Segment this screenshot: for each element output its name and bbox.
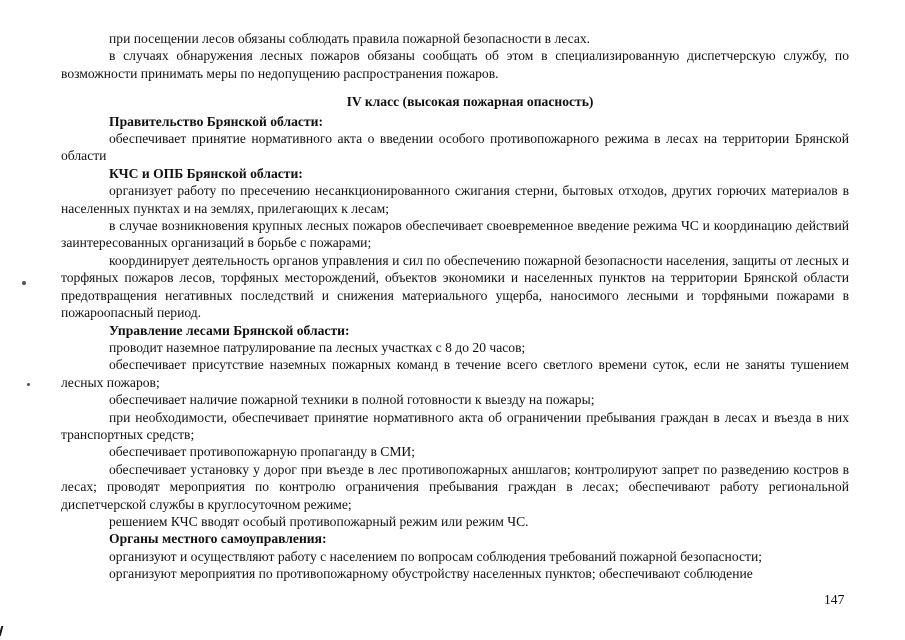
paragraph: при посещении лесов обязаны соблюдать правила пожарной безопасности в лесах. bbox=[109, 31, 591, 46]
section-heading: Органы местного самоуправления: bbox=[109, 531, 327, 547]
paragraph: обеспечивает наличие пожарной техники в полной готовности к выезду на пожары; bbox=[109, 392, 595, 408]
paragraph: в случаях обнаружения лесных пожаров обязаны сообщать об этом в специализированную диспетчерскую службу, по возможности принимать меры по недопущению распространения пожаров. bbox=[61, 48, 849, 81]
section-heading: Управление лесами Брянской области: bbox=[109, 322, 350, 338]
paragraph: организует работу по пресечению несанкционированного сжигания стерни, бытовых отходов, других горючих материалов в населенных пунктах и на землях, прилегающих к лесам; bbox=[61, 183, 849, 216]
paragraph: обеспечивает установку у дорог при въезде в лес противопожарных аншлагов; контролируют запрет по разведению костров в лесах; проводят мероприятия по контролю ограничения пребывания граждан в лесах; обеспечивают работу региональной диспетчерской службы в круглосуточном режиме; bbox=[61, 461, 849, 512]
scan-speck bbox=[27, 383, 30, 386]
paragraph: обеспечивает противопожарную пропаганду в СМИ; bbox=[109, 444, 416, 460]
section-title: IV класс (высокая пожарная опасность) bbox=[346, 94, 594, 110]
paragraph: проводит наземное патрулирование па лесных участках с 8 до 20 часов; bbox=[109, 339, 526, 355]
page-number: 147 bbox=[824, 592, 845, 607]
scan-speck bbox=[22, 281, 26, 285]
scan-margin-mark bbox=[0, 626, 10, 636]
paragraph: при необходимости, обеспечивает принятие нормативного акта об ограничении пребывания граждан в лесах и въезда в них транспортных средств; bbox=[61, 409, 849, 442]
paragraph: организуют мероприятия по противопожарному обустройству населенных пунктов; обеспечивают соблюдение bbox=[109, 566, 753, 582]
paragraph: в случае возникновения крупных лесных пожаров обеспечивает своевременное введение режима ЧС и координацию действий заинтересованных организаций в борьбе с пожарами; bbox=[61, 218, 849, 251]
paragraph: решением КЧС вводят особый противопожарный режим или режим ЧС. bbox=[109, 513, 529, 529]
paragraph: координирует деятельность органов управления и сил по обеспечению пожарной безопасности населения, защиты от лесных и торфяных пожаров лесов, торфяных месторождений, объектов экономики и населенных пунктов на территории Брянской области предотвращения негативных последствий и снижения материального ущерба, наносимого лесными и торфяными пожарами в пожароопасный период. bbox=[61, 252, 849, 321]
paragraph: обеспечивает присутствие наземных пожарных команд в течение всего светлого времени суток, если не заняты тушением лесных пожаров; bbox=[61, 357, 849, 390]
paragraph: обеспечивает принятие нормативного акта о введении особого противопожарного режима в лесах на территории Брянской области bbox=[61, 131, 849, 164]
section-heading: КЧС и ОПБ Брянской области: bbox=[109, 165, 303, 181]
paragraph: организуют и осуществляют работу с населением по вопросам соблюдения требований пожарной безопасности; bbox=[109, 548, 762, 564]
section-heading: Правительство Брянской области: bbox=[109, 113, 323, 129]
document-page bbox=[61, 30, 849, 583]
